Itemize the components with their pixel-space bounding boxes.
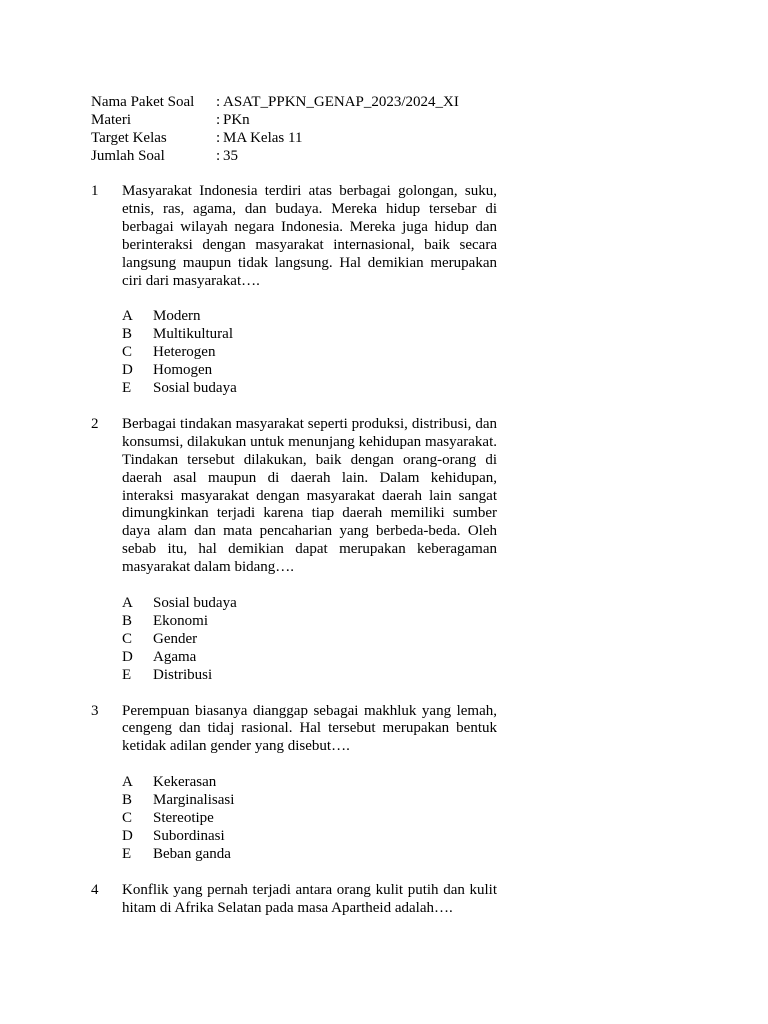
header-row-subject	[91, 111, 497, 129]
option-letter: E	[122, 380, 132, 396]
header-label: Materi	[91, 112, 131, 128]
header-value: PKn	[223, 112, 250, 128]
question-number: 1	[91, 183, 99, 199]
answer-option-a	[122, 308, 497, 326]
option-text: Gender	[153, 630, 198, 647]
answer-options	[122, 774, 497, 863]
option-text: Kekerasan	[153, 774, 217, 791]
answer-options	[122, 308, 497, 397]
header-colon: :	[216, 94, 221, 110]
question-body	[122, 703, 497, 864]
question-1	[91, 183, 497, 398]
answer-option-d	[122, 362, 497, 380]
question-text: Masyarakat Indonesia terdiri atas berbagai golongan, suku, etnis, ras, agama, dan budaya. Mereka hidup tersebar di berbagai wilayah negara Indonesia. Mereka juga hidup dan berinteraksi dengan masyarakat internasional, baik secara langsung maupun tidak langsung. Hal demikian merupakan ciri dari masyarakat….	[122, 183, 497, 289]
option-text: Marginalisasi	[153, 792, 235, 809]
option-letter: E	[122, 666, 132, 683]
option-text: Multikultural	[153, 326, 233, 343]
option-text: Stereotipe	[153, 810, 214, 826]
answer-option-b	[122, 792, 497, 810]
document-header	[91, 93, 497, 165]
answer-option-a	[122, 774, 497, 792]
header-value: 35	[223, 148, 238, 164]
option-text: Modern	[153, 308, 201, 325]
answer-option-e	[122, 846, 497, 864]
question-3	[91, 703, 497, 864]
option-letter: A	[122, 595, 133, 612]
header-value: MA Kelas 11	[223, 130, 303, 146]
option-text: Homogen	[153, 362, 213, 379]
option-text: Ekonomi	[153, 612, 208, 629]
question-text: Berbagai tindakan masyarakat seperti produksi, distribusi, dan konsumsi, dilakukan untuk menunjang kehidupan masyarakat. Tindakan tersebut dilakukan, baik dengan orang-orang di daerah asal maupun di daerah lain. Dalam kehidupan, interaksi masyarakat dengan masyarakat daerah lain sangat dimungkinkan terjadi karena tiap daerah memiliki sumber daya alam dan mata pencaharian yang berbeda-beda. Oleh sebab itu, hal demikian dapat merupakan keberagaman masyarakat dalam bidang….	[122, 415, 497, 576]
option-text: Sosial budaya	[153, 595, 237, 612]
option-text: Agama	[153, 648, 197, 665]
header-colon: :	[216, 130, 221, 146]
answer-option-a	[122, 595, 497, 613]
option-text: Beban ganda	[153, 845, 231, 862]
option-letter: B	[122, 792, 133, 809]
header-colon: :	[216, 112, 221, 128]
option-letter: C	[122, 344, 133, 361]
question-body	[122, 183, 497, 398]
option-text: Distribusi	[153, 666, 213, 683]
option-letter: B	[122, 612, 133, 629]
question-number: 2	[91, 415, 99, 432]
answer-option-e	[122, 667, 497, 685]
question-body	[122, 882, 497, 918]
answer-option-b	[122, 613, 497, 631]
answer-option-d	[122, 828, 497, 846]
question-body	[122, 416, 497, 685]
question-4	[91, 882, 497, 918]
answer-option-c	[122, 810, 497, 828]
option-letter: A	[122, 308, 133, 325]
answer-option-c	[122, 631, 497, 649]
answer-option-b	[122, 326, 497, 344]
question-number: 3	[91, 702, 99, 719]
question-text: Perempuan biasanya dianggap sebagai makhluk yang lemah, cengeng dan tidaj rasional. Hal tersebut merupakan bentuk ketidak adilan gender yang disebut….	[122, 702, 497, 755]
option-letter: E	[122, 845, 132, 862]
header-value: ASAT_PPKN_GENAP_2023/2024_XI	[223, 94, 459, 110]
option-text: Subordinasi	[153, 827, 225, 844]
option-letter: C	[122, 630, 133, 647]
option-letter: C	[122, 810, 133, 826]
header-row-package-name	[91, 93, 497, 111]
header-label: Jumlah Soal	[91, 148, 165, 164]
question-text: Konflik yang pernah terjadi antara orang kulit putih dan kulit hitam di Afrika Selatan pada masa Apartheid adalah….	[122, 881, 497, 916]
header-row-target-class	[91, 129, 497, 147]
document-page	[91, 93, 497, 917]
question-2	[91, 416, 497, 685]
option-letter: D	[122, 648, 133, 665]
header-label: Nama Paket Soal	[91, 94, 195, 110]
answer-options	[122, 595, 497, 684]
header-label: Target Kelas	[91, 130, 167, 146]
option-letter: D	[122, 827, 133, 844]
option-letter: B	[122, 326, 133, 343]
answer-option-c	[122, 344, 497, 362]
option-text: Sosial budaya	[153, 380, 237, 396]
option-letter: D	[122, 362, 133, 379]
header-row-question-count	[91, 147, 497, 165]
header-colon: :	[216, 148, 221, 164]
option-letter: A	[122, 774, 133, 791]
question-number: 4	[91, 881, 99, 898]
answer-option-d	[122, 649, 497, 667]
option-text: Heterogen	[153, 344, 216, 361]
answer-option-e	[122, 380, 497, 398]
